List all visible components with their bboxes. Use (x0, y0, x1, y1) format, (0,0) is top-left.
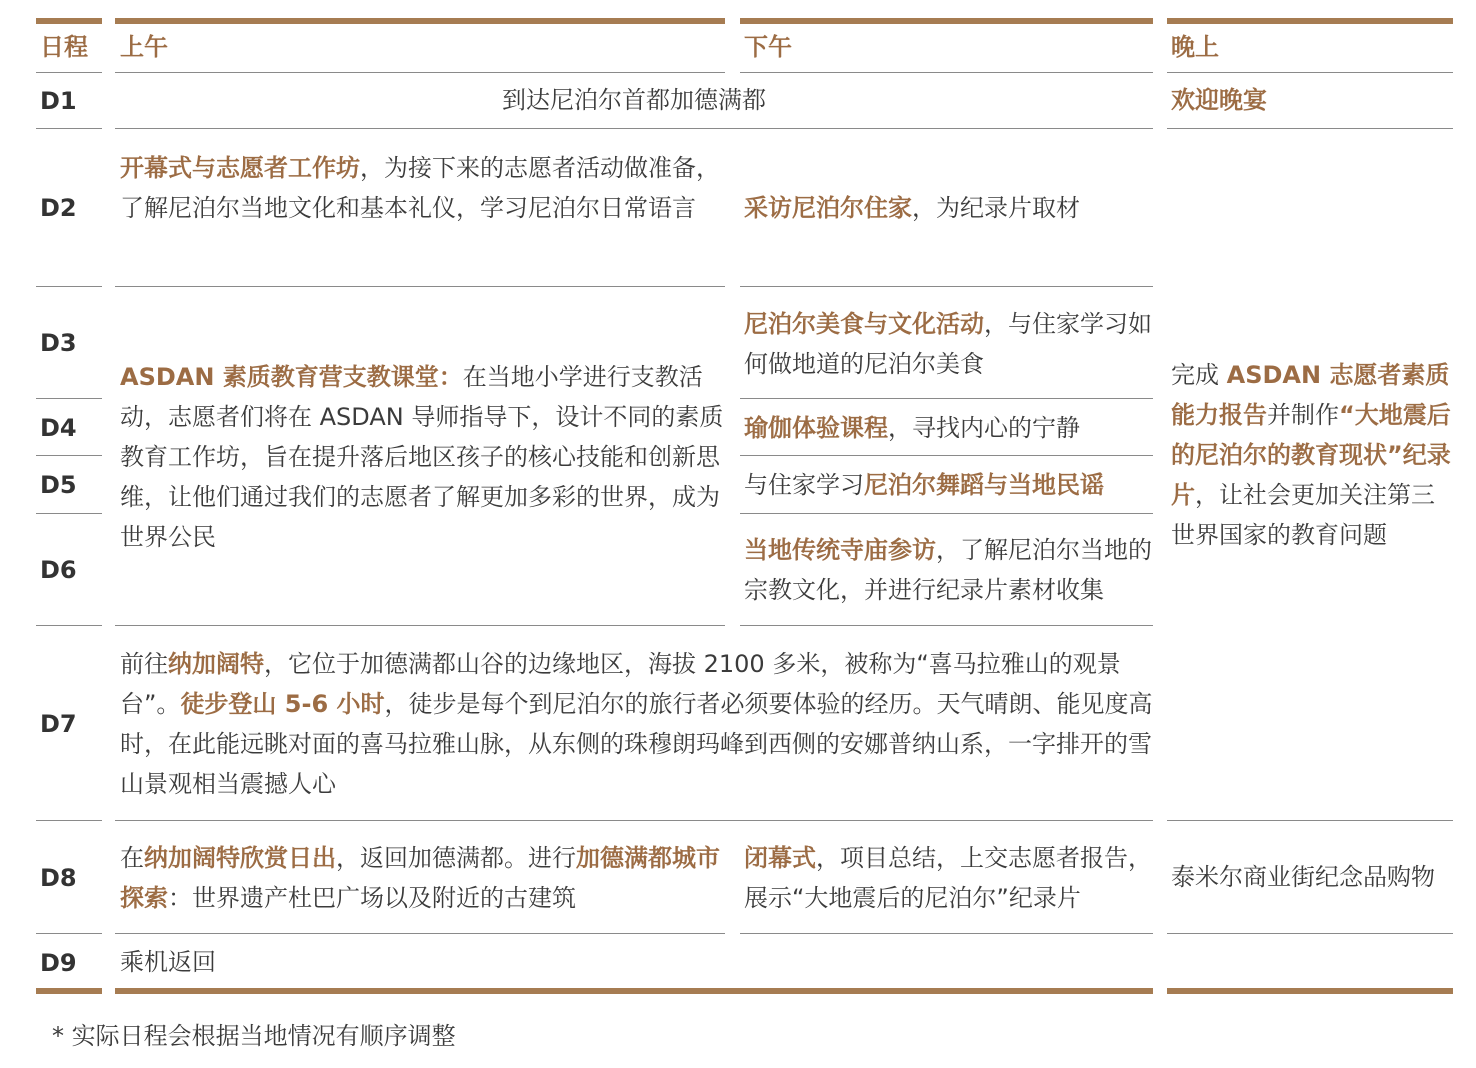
header-divider-day (36, 72, 102, 73)
d7-highlight-nagarkot: 纳加阔特 (168, 650, 264, 678)
d2-afternoon-text: ，为纪录片取材 (912, 194, 1080, 222)
evening-highlight-documentary: “大地震后的尼泊尔的教育现状”纪录片 (1171, 401, 1451, 509)
evening-text-post: ，让社会更加关注第三世界国家的教育问题 (1171, 481, 1435, 549)
day-label-d5: D5 (40, 471, 77, 499)
d2-afternoon-highlight: 采访尼泊尔住家 (744, 194, 912, 222)
footnote: * 实际日程会根据当地情况有顺序调整 (52, 1022, 456, 1050)
day-divider (36, 513, 102, 514)
d8-morning-highlight-sunrise: 纳加阔特欣赏日出 (144, 844, 336, 872)
evening-d2-7 (1171, 355, 1453, 555)
day-label-d9: D9 (40, 948, 77, 977)
d4-afternoon-highlight: 瑜伽体验课程 (744, 414, 888, 442)
d9-morning: 乘机返回 (120, 948, 216, 976)
day-label-d6: D6 (40, 556, 77, 584)
evening-text-mid: 并制作 (1267, 401, 1339, 429)
header-evening: 晚上 (1171, 33, 1219, 61)
d3-afternoon (744, 304, 1153, 384)
d8-divider-evening (1167, 933, 1453, 934)
header-divider-morning (115, 72, 725, 73)
d8-afternoon (744, 838, 1153, 918)
header-afternoon: 下午 (744, 33, 792, 61)
d6-afternoon-text: ，了解尼泊尔当地的宗教文化，并进行纪录片素材收集 (744, 536, 1152, 604)
d5-divider-afternoon (740, 513, 1153, 514)
d6-divider-morning (115, 625, 725, 626)
d7-divider-evening (1167, 820, 1453, 821)
d1-divider-evening (1167, 128, 1453, 129)
d8-afternoon-text: ，项目总结，上交志愿者报告，展示“大地震后的尼泊尔”纪录片 (744, 844, 1152, 912)
bottom-rule-day (36, 988, 102, 994)
d7-text-2: ，它位于加德满都山谷的边缘地区，海拔 2100 多米，被称为“喜马拉雅山的观景台”。 (120, 650, 1121, 718)
d3-afternoon-highlight: 尼泊尔美食与文化活动 (744, 310, 984, 338)
d7-text-3: ，徒步是每个到尼泊尔的旅行者必须要体验的经历。天气晴朗、能见度高时，在此能远眺对面的喜马拉雅山脉，从东侧的珠穆朗玛峰到西侧的安娜普纳山系，一字排开的雪山景观相当震撼人心 (120, 690, 1153, 798)
top-rule-day (36, 18, 102, 24)
d8-morning-text-3: ：世界遗产杜巴广场以及附近的古建筑 (168, 884, 576, 912)
day-divider (36, 286, 102, 287)
d8-morning (120, 838, 725, 918)
d2-morning-text: ，为接下来的志愿者活动做准备，了解尼泊尔当地文化和基本礼仪，学习尼泊尔日常语言 (120, 154, 720, 222)
d2-afternoon (744, 188, 1153, 228)
top-rule-evening (1167, 18, 1453, 24)
d8-evening: 泰米尔商业街纪念品购物 (1171, 863, 1435, 891)
d4-afternoon-text: ，寻找内心的宁静 (888, 414, 1080, 442)
evening-highlight-report: ASDAN 志愿者素质能力报告 (1171, 361, 1450, 429)
d8-divider-afternoon (740, 933, 1153, 934)
day-divider (36, 625, 102, 626)
day-label-d7: D7 (40, 709, 77, 738)
bottom-rule-evening (1167, 988, 1453, 994)
header-divider-afternoon (740, 72, 1153, 73)
d6-afternoon-highlight: 当地传统寺庙参访 (744, 536, 936, 564)
d3-6-morning-highlight: ASDAN 素质教育营支教课堂： (120, 363, 463, 391)
d7-highlight-hike: 徒步登山 5-6 小时 (180, 690, 385, 718)
d3-6-morning-text: 在当地小学进行支教活动，志愿者们将在 ASDAN 导师指导下，设计不同的素质教育工作坊，旨在提升落后地区孩子的核心技能和创新思维，让他们通过我们的志愿者了解更加多彩的世界，成为世界公民 (120, 363, 724, 551)
day-label-d1: D1 (40, 87, 77, 115)
d4-afternoon (744, 408, 1153, 448)
bottom-rule-main (115, 988, 1153, 994)
day-label-d8: D8 (40, 863, 77, 892)
d2-morning (120, 148, 725, 228)
d8-divider-morning (115, 933, 725, 934)
d5-afternoon-highlight: 尼泊尔舞蹈与当地民谣 (864, 471, 1104, 499)
d1-divider-morning (115, 128, 1153, 129)
d8-afternoon-highlight: 闭幕式 (744, 844, 816, 872)
d7-divider-content (115, 820, 1153, 821)
d3-divider-afternoon (740, 398, 1153, 399)
day-label-d3: D3 (40, 329, 77, 357)
d3-6-morning (120, 357, 725, 557)
top-rule-morning (115, 18, 725, 24)
d6-afternoon (744, 530, 1153, 610)
d5-afternoon-text: 与住家学习 (744, 471, 864, 499)
d1-arrival: 到达尼泊尔首都加德满都 (502, 86, 766, 114)
d8-morning-text-1: 在 (120, 844, 144, 872)
d3-afternoon-text: ，与住家学习如何做地道的尼泊尔美食 (744, 310, 1152, 378)
day-divider (36, 455, 102, 456)
header-morning: 上午 (120, 33, 168, 61)
d2-divider-morning (115, 286, 725, 287)
d6-divider-afternoon (740, 625, 1153, 626)
d8-morning-highlight-city: 加德满都城市探索 (120, 844, 720, 912)
d2-divider-afternoon (740, 286, 1153, 287)
d5-afternoon (744, 465, 1153, 505)
d2-morning-highlight: 开幕式与志愿者工作坊 (120, 154, 360, 182)
day-divider (36, 128, 102, 129)
day-divider (36, 820, 102, 821)
day-label-d4: D4 (40, 413, 77, 442)
day-divider (36, 398, 102, 399)
d7-content (120, 644, 1153, 804)
top-rule-afternoon (740, 18, 1153, 24)
day-label-d2: D2 (40, 194, 77, 222)
d1-evening: 欢迎晚宴 (1171, 86, 1267, 114)
d7-text-1: 前往 (120, 650, 168, 678)
d4-divider-afternoon (740, 455, 1153, 456)
header-day: 日程 (40, 33, 88, 61)
evening-text-pre: 完成 (1171, 361, 1227, 389)
d8-morning-text-2: ，返回加德满都。进行 (336, 844, 576, 872)
header-divider-evening (1167, 72, 1453, 73)
day-divider (36, 933, 102, 934)
